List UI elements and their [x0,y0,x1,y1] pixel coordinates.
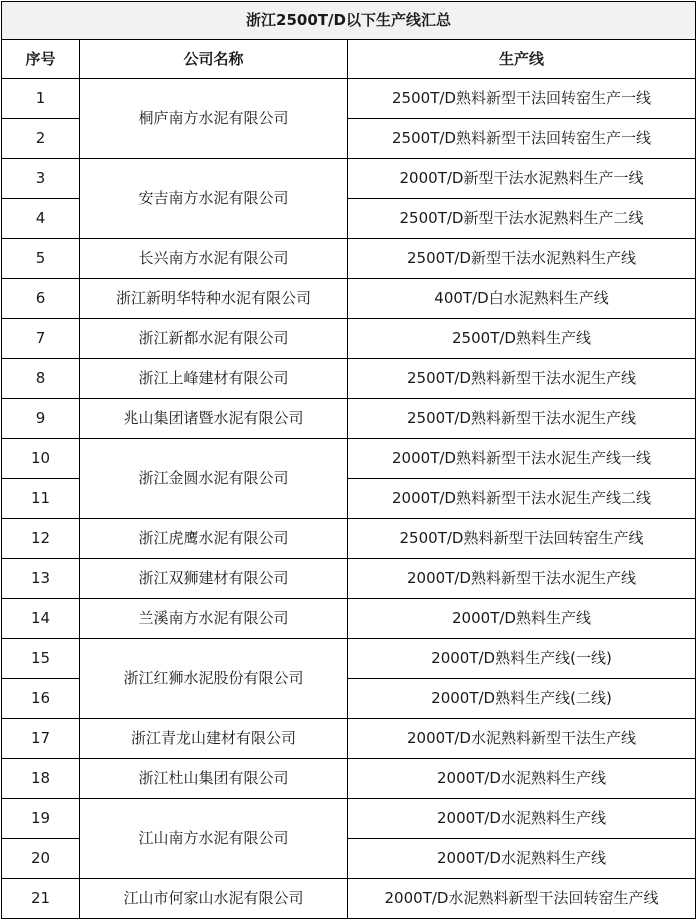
production-line: 2500T/D新型干法水泥熟料生产线 [348,239,696,279]
production-line: 2500T/D新型干法水泥熟料生产二线 [348,199,696,239]
header-company: 公司名称 [80,40,348,79]
row-index: 15 [2,639,80,679]
production-line: 2500T/D熟料生产线 [348,319,696,359]
table-row [2,599,696,639]
table-row [2,79,696,119]
row-index: 6 [2,279,80,319]
table-row [2,439,696,479]
row-index: 20 [2,839,80,879]
row-index: 4 [2,199,80,239]
production-line: 2500T/D熟料新型干法回转窑生产一线 [348,119,696,159]
row-index: 3 [2,159,80,199]
row-index: 21 [2,879,80,919]
production-line: 400T/D白水泥熟料生产线 [348,279,696,319]
company-name: 兆山集团诸暨水泥有限公司 [80,399,348,439]
production-line: 2000T/D水泥熟料生产线 [348,759,696,799]
table-row [2,879,696,919]
company-name: 浙江虎鹰水泥有限公司 [80,519,348,559]
production-lines-table [1,1,696,919]
table-row [2,239,696,279]
row-index: 11 [2,479,80,519]
row-index: 18 [2,759,80,799]
table-row [2,799,696,839]
company-name: 江山市何家山水泥有限公司 [80,879,348,919]
company-name: 浙江新都水泥有限公司 [80,319,348,359]
production-line: 2000T/D水泥熟料生产线 [348,799,696,839]
production-line: 2500T/D熟料新型干法回转窑生产一线 [348,79,696,119]
row-index: 9 [2,399,80,439]
table-title-row [2,2,696,40]
row-index: 1 [2,79,80,119]
table-row [2,759,696,799]
row-index: 19 [2,799,80,839]
company-name: 安吉南方水泥有限公司 [80,159,348,239]
production-line: 2500T/D熟料新型干法水泥生产线 [348,359,696,399]
row-index: 10 [2,439,80,479]
company-name: 浙江杜山集团有限公司 [80,759,348,799]
row-index: 7 [2,319,80,359]
row-index: 14 [2,599,80,639]
company-name: 桐庐南方水泥有限公司 [80,79,348,159]
production-line: 2500T/D熟料新型干法回转窑生产线 [348,519,696,559]
company-name: 浙江上峰建材有限公司 [80,359,348,399]
company-name: 浙江新明华特种水泥有限公司 [80,279,348,319]
production-line: 2000T/D熟料生产线(一线) [348,639,696,679]
header-index: 序号 [2,40,80,79]
table-row [2,719,696,759]
table-title: 浙江2500T/D以下生产线汇总 [2,2,696,40]
table-row [2,519,696,559]
production-line: 2000T/D水泥熟料新型干法生产线 [348,719,696,759]
production-line: 2000T/D熟料新型干法水泥生产线 [348,559,696,599]
row-index: 16 [2,679,80,719]
production-line: 2000T/D熟料新型干法水泥生产线二线 [348,479,696,519]
row-index: 8 [2,359,80,399]
production-line: 2000T/D水泥熟料新型干法回转窑生产线 [348,879,696,919]
row-index: 17 [2,719,80,759]
row-index: 12 [2,519,80,559]
table-row [2,279,696,319]
company-name: 浙江红狮水泥股份有限公司 [80,639,348,719]
table-row [2,159,696,199]
production-line: 2500T/D熟料新型干法水泥生产线 [348,399,696,439]
production-line: 2000T/D水泥熟料生产线 [348,839,696,879]
company-name: 兰溪南方水泥有限公司 [80,599,348,639]
company-name: 浙江青龙山建材有限公司 [80,719,348,759]
company-name: 浙江金圆水泥有限公司 [80,439,348,519]
company-name: 江山南方水泥有限公司 [80,799,348,879]
company-name: 浙江双狮建材有限公司 [80,559,348,599]
header-line: 生产线 [348,40,696,79]
company-name: 长兴南方水泥有限公司 [80,239,348,279]
row-index: 13 [2,559,80,599]
table-row [2,399,696,439]
table-row [2,559,696,599]
table-row [2,319,696,359]
production-line: 2000T/D熟料生产线 [348,599,696,639]
production-line: 2000T/D熟料生产线(二线) [348,679,696,719]
table-row [2,639,696,679]
production-line: 2000T/D新型干法水泥熟料生产一线 [348,159,696,199]
row-index: 5 [2,239,80,279]
table-header-row [2,40,696,79]
production-line: 2000T/D熟料新型干法水泥生产线一线 [348,439,696,479]
table-row [2,359,696,399]
row-index: 2 [2,119,80,159]
